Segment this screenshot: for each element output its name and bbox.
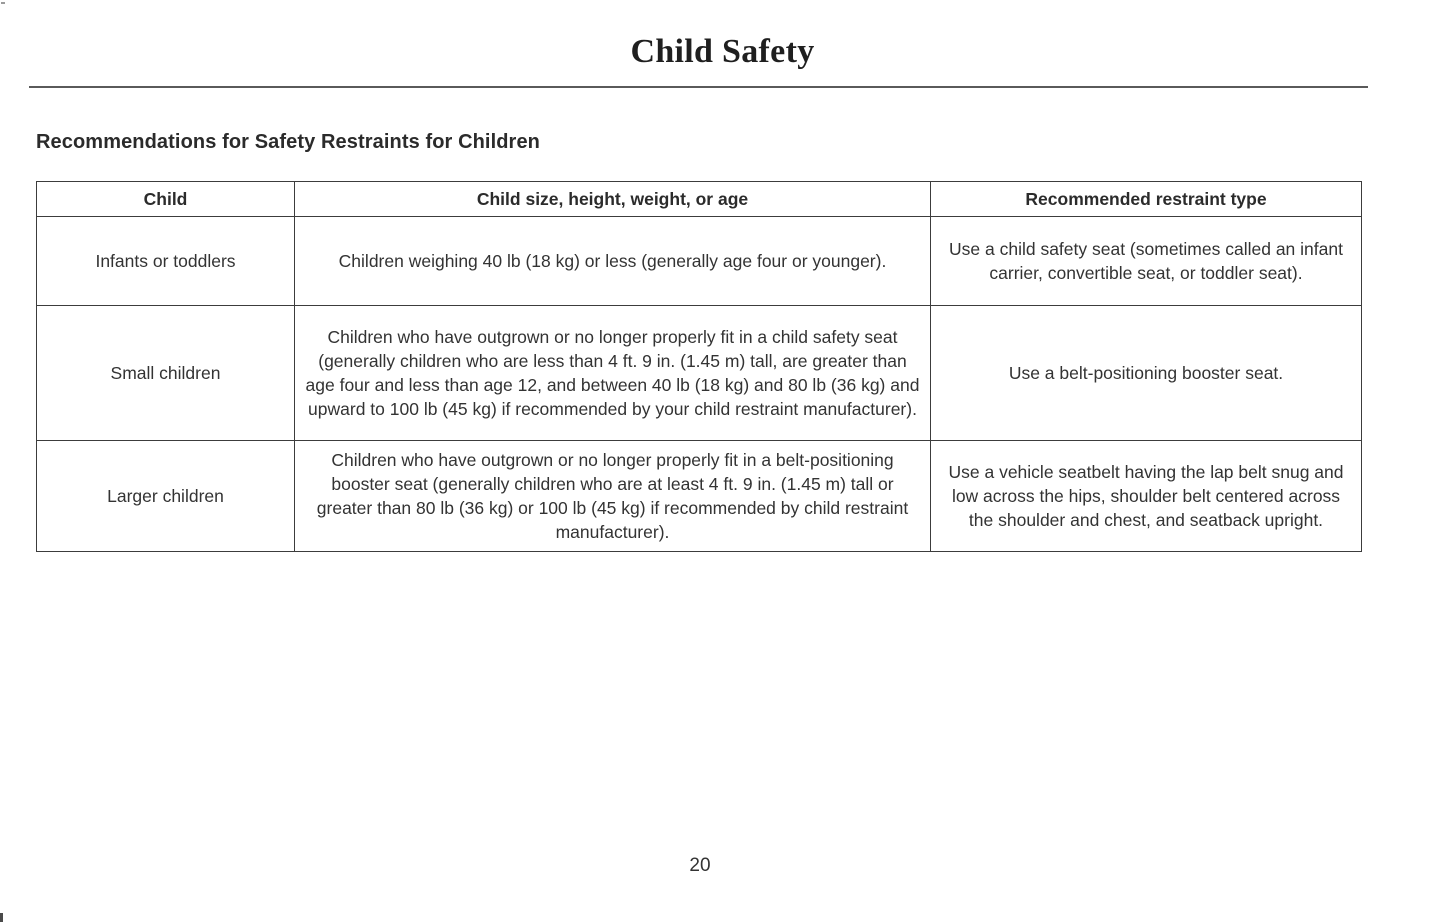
cell-child-size: Children weighing 40 lb (18 kg) or less (generally age four or younger). — [295, 217, 931, 306]
cell-restraint-type: Use a child safety seat (sometimes called an infant carrier, convertible seat, or toddler seat). — [931, 217, 1362, 306]
column-header-restraint: Recommended restraint type — [931, 182, 1362, 217]
section-heading: Recommendations for Safety Restraints for Children — [36, 131, 540, 153]
cell-restraint-type: Use a vehicle seatbelt having the lap belt snug and low across the hips, shoulder belt centered across the shoulder and chest, and seatback upright. — [931, 441, 1362, 552]
cell-child-category: Infants or toddlers — [37, 217, 295, 306]
table-row — [37, 217, 1362, 306]
table-row — [37, 306, 1362, 441]
cell-child-category: Larger children — [37, 441, 295, 552]
cell-child-size: Children who have outgrown or no longer properly fit in a belt-positioning booster seat (generally children who are at least 4 ft. 9 in. (1.45 m) tall or greater than 80 lb (36 kg) or 100 lb (45 kg) if recommended by child restraint manufacturer). — [295, 441, 931, 552]
table-row — [37, 441, 1362, 552]
scan-artifact-bottom-left — [0, 913, 3, 922]
cell-child-category: Small children — [37, 306, 295, 441]
table-header-row — [37, 182, 1362, 217]
cell-restraint-type: Use a belt-positioning booster seat. — [931, 306, 1362, 441]
column-header-size: Child size, height, weight, or age — [295, 182, 931, 217]
page-number: 20 — [689, 855, 711, 876]
cell-child-size: Children who have outgrown or no longer properly fit in a child safety seat (generally children who are less than 4 ft. 9 in. (1.45 m) tall, are greater than age four and less than age 12, and between 40 lb (18 kg) and 80 lb (36 kg) and upward to 100 lb (45 kg) if recommended by your child restraint manufacturer). — [295, 306, 931, 441]
scan-artifact-top-left — [1, 2, 5, 4]
page-title: Child Safety — [630, 33, 815, 70]
child-restraint-table — [36, 181, 1362, 552]
title-divider-rule — [29, 86, 1368, 88]
column-header-child: Child — [37, 182, 295, 217]
